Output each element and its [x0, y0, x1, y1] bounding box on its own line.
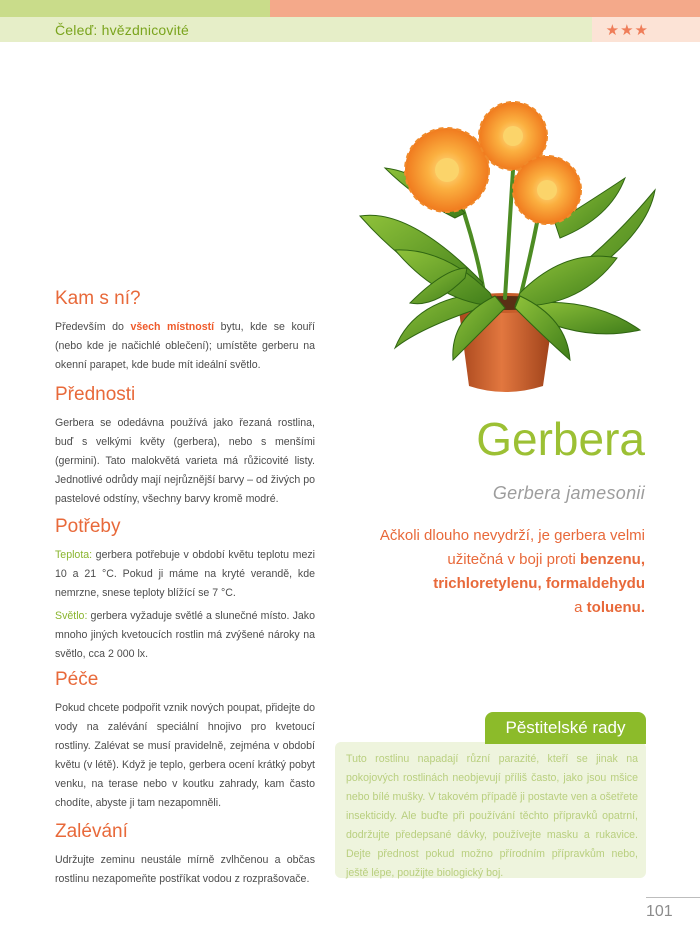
text-run: Ačkoli dlouho nevydrží, je gerbera velmi užitečná v boji proti: [379, 527, 645, 568]
banner-green-band: [0, 0, 270, 17]
text-run: gerbera vyžaduje světlé a slunečné místo. Jako mnoho jiných kvetoucích rostlin má zvýšené nároky na světlo, cca 2 000 lx.: [55, 610, 315, 660]
section-title: Potřeby: [55, 516, 121, 537]
text-run: a: [574, 599, 587, 616]
section-text: [55, 607, 315, 664]
tips-title: Pěstitelské rady: [485, 712, 646, 744]
page-number: 101: [646, 903, 673, 920]
section-text: Udržujte zeminu neustále mírně zvlhčenou a občas rostlinu nezapomeňte postříkat vodou z rozprašovače.: [55, 854, 315, 885]
label-svetlo: Světlo:: [55, 610, 88, 622]
section-prednosti: [55, 384, 315, 509]
page-number-rule: [646, 897, 700, 898]
intro-text: [355, 524, 645, 620]
section-title: Kam s ní?: [55, 288, 141, 309]
highlight-text: všech místností: [130, 321, 215, 333]
section-potreby: [55, 516, 315, 664]
text-run: gerbera potřebuje v období květu teplotu mezi 10 a 21 °C. Pokud ji máme na kryté verandě, kde nemrzne, snese teploty blížící se 7 °C.: [55, 549, 315, 599]
section-title: Zalévání: [55, 821, 128, 842]
section-text: Gerbera se odedávna používá jako řezaná rostlina, buď s velkými květy (gerbera), nebo s menšími (germini). Tato malokvětá varieta má růžicovité listy. Jednotlivé odrůdy mají nejrůznější barvy – od živých po pastelové odstíny, všechny barvy kromě modré.: [55, 417, 315, 505]
text-run: Především do: [55, 321, 131, 333]
section-pece: [55, 669, 315, 813]
banner-salmon-band: [270, 0, 700, 17]
pollutant-benzene: benzenu,: [579, 551, 645, 568]
pollutant-toluene: toluenu.: [586, 599, 645, 616]
gerbera-illustration: [355, 98, 660, 398]
section-title: Péče: [55, 669, 99, 690]
section-text: [55, 318, 315, 375]
section-zalevani: [55, 821, 315, 889]
text-run: bytu, kde se kouří (nebo kde je načichlé oblečení); umístěte gerberu na okenní parapet, kde bude mít ideální světlo.: [55, 321, 315, 371]
latin-name: Gerbera jamesonii: [492, 483, 645, 503]
flower-left: [405, 128, 489, 212]
flower-right: [513, 156, 581, 224]
plant-family: Čeleď: hvězdnicovité: [55, 22, 190, 38]
plant-name: Gerbera: [476, 413, 645, 465]
section-text: Pokud chcete podpořit vznik nových poupat, přidejte do vody na zalévání speciální hnojivo pro kvetoucí rostliny. Zalévat se musí pravidelně, zejména v období květu (v létě). Když je teplo, gerbera ocení krátký pobyt venku, na terase nebo v koutku zahrady, kam často chodíte, abyste ji tam nezapomněli.: [55, 702, 315, 809]
pollutant-formaldehyde: formaldehydu: [545, 575, 645, 592]
section-kam: [55, 288, 315, 375]
difficulty-stars: ★★★: [605, 22, 649, 39]
label-teplota: Teplota:: [55, 549, 93, 561]
pollutant-trichloroethylene: trichloretylenu,: [433, 575, 542, 592]
tips-text: Tuto rostlinu napadají různí parazité, kteří se jinak na pokojových rostlinách neobjevují příliš často, jako jsou mšice nebo bílé mušky. V takovém případě ji postavte ven a ošetřete insekticidy. Ale buďte při používání těchto přípravků opatrní, dodržujte předepsané dávky, používejte masku a rukavice. Dejte přednost pokud možno přírodním přípravkům nebo, ještě lépe, použijte biologický boj.: [346, 753, 638, 879]
section-text: [55, 546, 315, 603]
section-title: Přednosti: [55, 384, 136, 405]
